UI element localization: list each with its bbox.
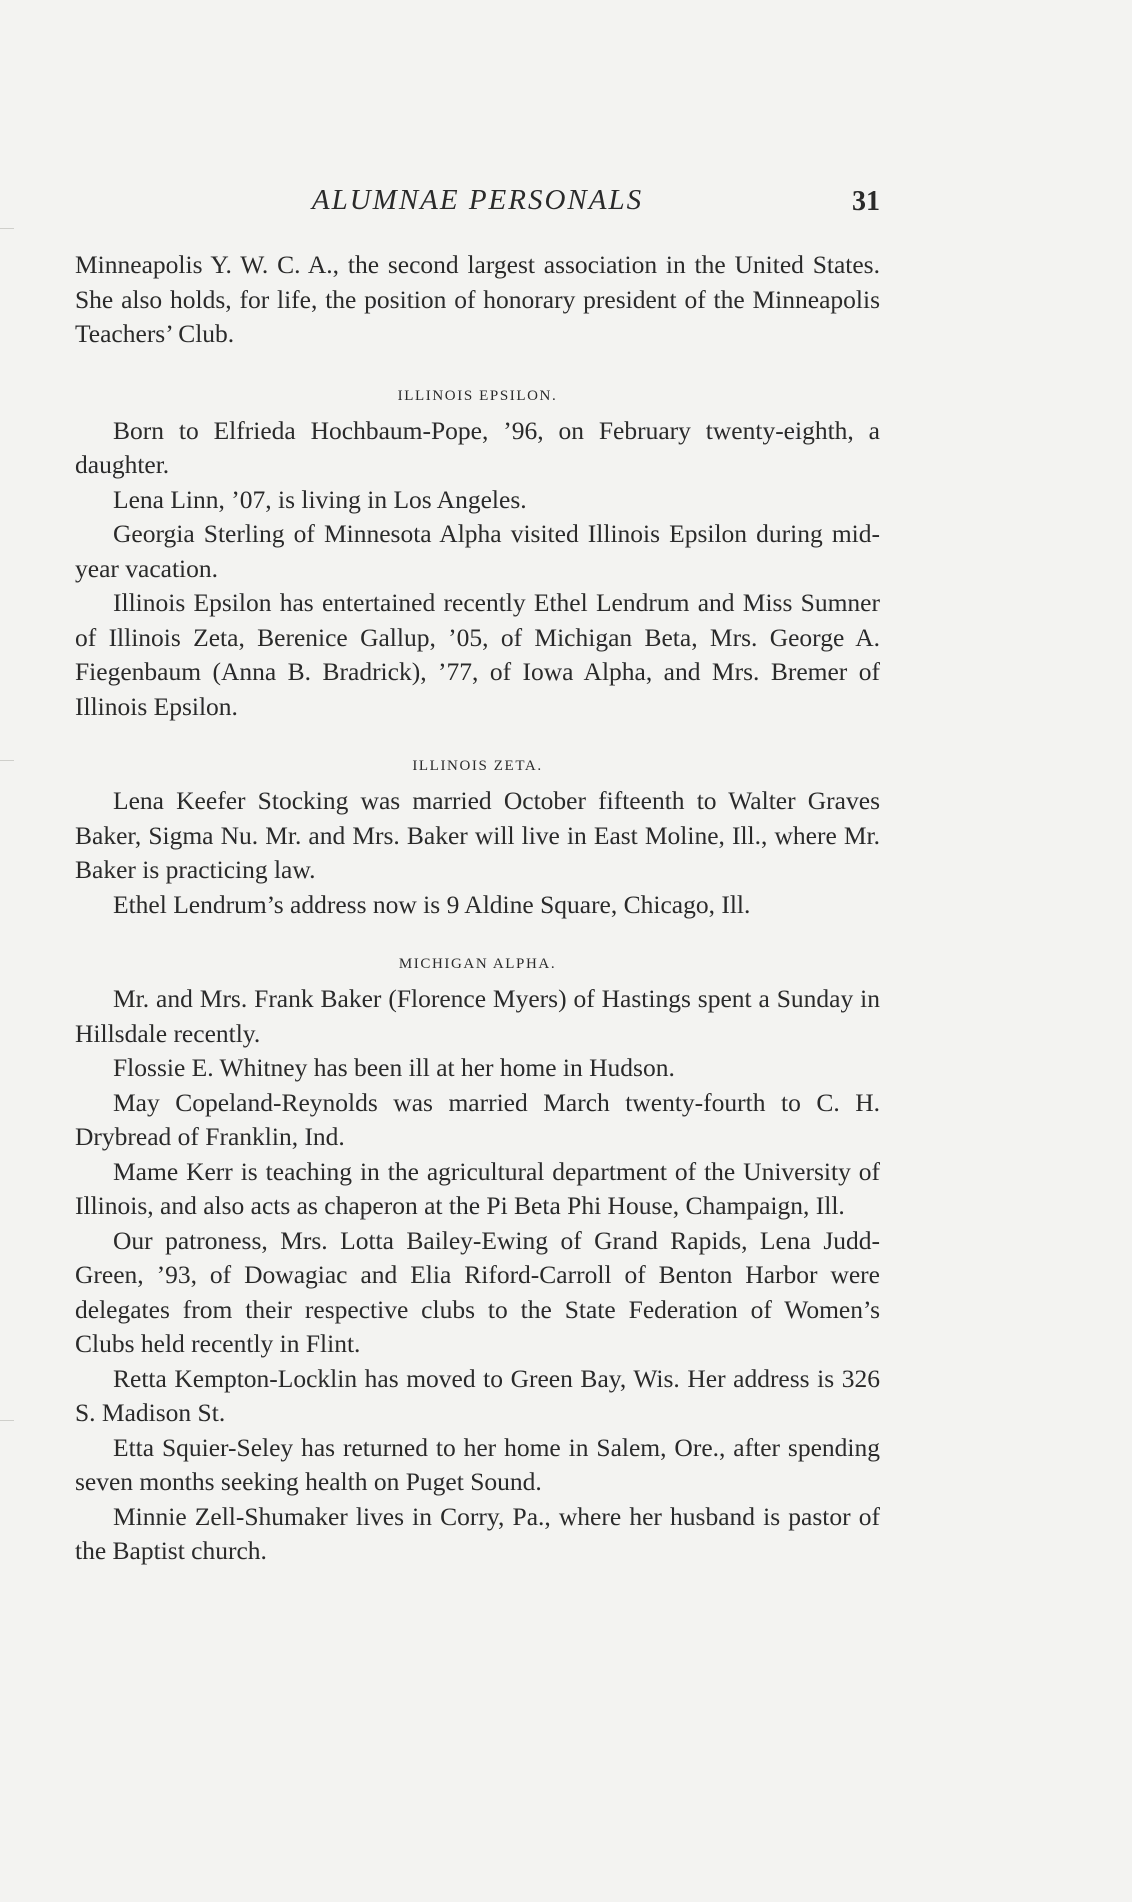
- page-content: [75, 248, 880, 1599]
- paragraph: Mr. and Mrs. Frank Baker (Florence Myers) of Hastings spent a Sunday in Hillsdale recently.: [75, 984, 880, 1048]
- paragraph: Lena Linn, ’07, is living in Los Angeles.: [113, 484, 527, 514]
- section-illinois-zeta: [75, 754, 880, 922]
- section-heading: ILLINOIS ZETA.: [412, 758, 543, 774]
- gutter-mark: [0, 1420, 14, 1421]
- paragraph: Lena Keefer Stocking was married October fifteenth to Walter Graves Baker, Sigma Nu. Mr. and Mrs. Baker will live in East Moline, Ill., where Mr. Baker is practicing law.: [75, 786, 880, 884]
- paragraph: Illinois Epsilon has entertained recently Ethel Lendrum and Miss Sumner of Illinois Zeta, Berenice Gallup, ’05, of Michigan Beta, Mrs. George A. Fiegenbaum (Anna B. Bradrick), ’77, of Iowa Alpha, and Mrs. Bremer of Illinois Epsilon.: [75, 588, 880, 721]
- paragraph: Flossie E. Whitney has been ill at her home in Hudson.: [113, 1053, 675, 1082]
- paragraph: Born to Elfrieda Hochbaum-Pope, ’96, on February twenty-eighth, a daughter.: [75, 415, 880, 479]
- section-heading: ILLINOIS EPSILON.: [397, 387, 558, 404]
- section-michigan-alpha: [75, 952, 880, 1569]
- intro-paragraph: Minneapolis Y. W. C. A., the second largest association in the United States. She also holds, for life, the position of honorary president of the Minneapolis Teachers’ Club.: [75, 250, 880, 348]
- paragraph: Our patroness, Mrs. Lotta Bailey-Ewing of Grand Rapids, Lena Judd-Green, ’93, of Dowagiac and Elia Riford-Carroll of Benton Harbor were delegates from their respective clubs to the State Federation of Women’s Clubs held recently in Flint.: [75, 1225, 880, 1358]
- gutter-mark: [0, 760, 14, 761]
- page-title: ALUMNAE PERSONALS: [311, 184, 644, 216]
- paragraph: May Copeland-Reynolds was married March twenty-fourth to C. H. Drybread of Franklin, Ind.: [75, 1087, 880, 1151]
- section-heading: MICHIGAN ALPHA.: [398, 956, 557, 972]
- gutter-mark: [0, 228, 14, 229]
- paragraph: Etta Squier-Seley has returned to her home in Salem, Ore., after spending seven months seeking health on Puget Sound.: [75, 1432, 880, 1496]
- page-number: 31: [852, 186, 880, 217]
- paragraph: Retta Kempton-Locklin has moved to Green Bay, Wis. Her address is 326 S. Madison St.: [75, 1363, 880, 1427]
- paragraph: Mame Kerr is teaching in the agricultural department of the University of Illinois, and also acts as chaperon at the Pi Beta Phi House, Champaign, Ill.: [75, 1156, 880, 1220]
- paragraph: Georgia Sterling of Minnesota Alpha visited Illinois Epsilon during mid-year vacation.: [75, 519, 880, 583]
- running-head: [75, 184, 880, 224]
- section-illinois-epsilon: [75, 384, 880, 725]
- paragraph: Ethel Lendrum’s address now is 9 Aldine Square, Chicago, Ill.: [113, 889, 751, 919]
- paragraph: Minnie Zell-Shumaker lives in Corry, Pa., where her husband is pastor of the Baptist church.: [75, 1501, 880, 1565]
